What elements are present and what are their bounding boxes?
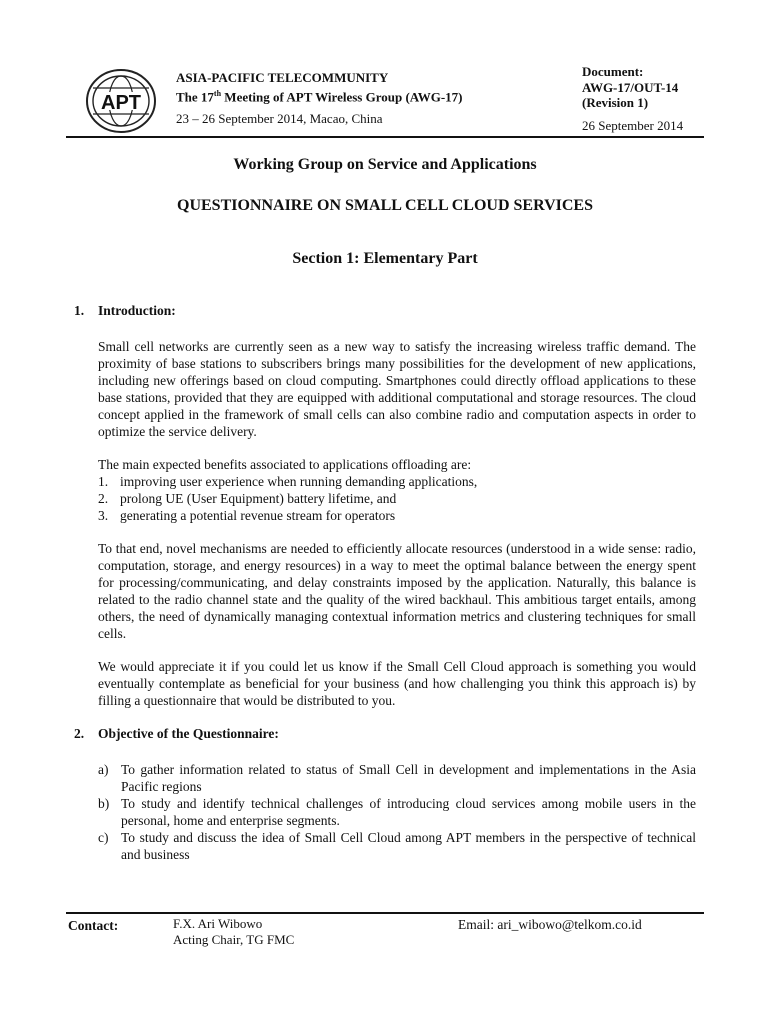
org-name: ASIA-PACIFIC TELECOMMUNITY <box>176 70 389 85</box>
list-item: b) To study and identify technical challenges of introducing cloud services among mobile users in the personal, home and enterprise segments. <box>98 796 696 828</box>
list-item: 2. prolong UE (User Equipment) battery lifetime, and <box>98 491 397 506</box>
organization-block <box>176 70 463 127</box>
list-item: 1. improving user experience when running demanding applications, <box>98 474 478 489</box>
working-group-title: Working Group on Service and Applications <box>233 156 537 173</box>
benefits-list <box>98 473 696 524</box>
meeting-dates-location: 23 – 26 September 2014, Macao, China <box>176 111 383 127</box>
benefits-lead: The main expected benefits associated to applications offloading are: <box>98 457 472 472</box>
doc-revision: (Revision 1) <box>582 95 649 110</box>
intro-paragraph-3: To that end, novel mechanisms are needed to efficiently allocate resources (understood in a wide sense: radio, computation, storage, and energy resources) in a way to meet the optimal balance between the energy spent for processing/communicating, and delay constraints imposed by the application. Naturally, this balance is related to the radio channel state and the quality of the wired backhaul. This ambitious target entails, among others, the need of dynamically managing contextual information metrics and clustering techniques for small cells. <box>98 541 696 641</box>
doc-number: AWG-17/OUT-14 <box>582 79 679 95</box>
doc-date: 26 September 2014 <box>582 117 684 133</box>
contact-role: Acting Chair, TG FMC <box>173 932 295 947</box>
list-item: 3. generating a potential revenue stream for operators <box>98 508 396 523</box>
contact-person <box>173 916 294 948</box>
questionnaire-title: QUESTIONNAIRE ON SMALL CELL CLOUD SERVICES <box>177 197 593 214</box>
section-title: Section 1: Elementary Part <box>292 250 478 267</box>
document-body <box>74 302 696 863</box>
list-item: a) To gather information related to status of Small Cell in development and implementations in the Asia Pacific regions <box>98 762 696 794</box>
list-item: c) To study and discuss the idea of Small Cell Cloud among APT members in the perspective of technical and business <box>98 830 696 862</box>
meeting-title: The 17th Meeting of APT Wireless Group (AWG-17) <box>176 89 463 105</box>
contact-email[interactable]: Email: ari_wibowo@telkom.co.id <box>458 917 642 932</box>
contact-label: Contact: <box>68 918 119 933</box>
doc-label: Document: <box>582 64 644 79</box>
footer-divider <box>66 912 704 914</box>
document-id-block <box>582 64 683 133</box>
intro-paragraph-1: Small cell networks are currently seen as a new way to satisfy the increasing wireless traffic demand. The proximity of base stations to subscribers brings many possibilities for the development of new applications, including new offerings based on cloud computing. Smartphones could directly offload applications to these base stations, provided that they are equipped with additional computational and storage resources. The cloud concept applied in the framework of small cells can also combine radio and computation aspects in order to optimize the service delivery. <box>98 339 696 439</box>
apt-logo <box>84 68 158 134</box>
intro-paragraph-4: We would appreciate it if you could let us know if the Small Cell Cloud approach is something you would eventually contemplate as beneficial for your business (and how challenging you think this approach is) by filling a questionnaire that would be distributed to you. <box>98 659 696 708</box>
intro-heading: 1. Introduction: <box>74 303 176 318</box>
apt-logo-text: APT <box>101 92 141 114</box>
header-divider <box>66 136 704 138</box>
objective-heading: 2. Objective of the Questionnaire: <box>74 726 279 741</box>
apt-globe-icon <box>84 68 158 134</box>
objective-list <box>98 761 696 863</box>
contact-name: F.X. Ari Wibowo <box>173 916 263 931</box>
